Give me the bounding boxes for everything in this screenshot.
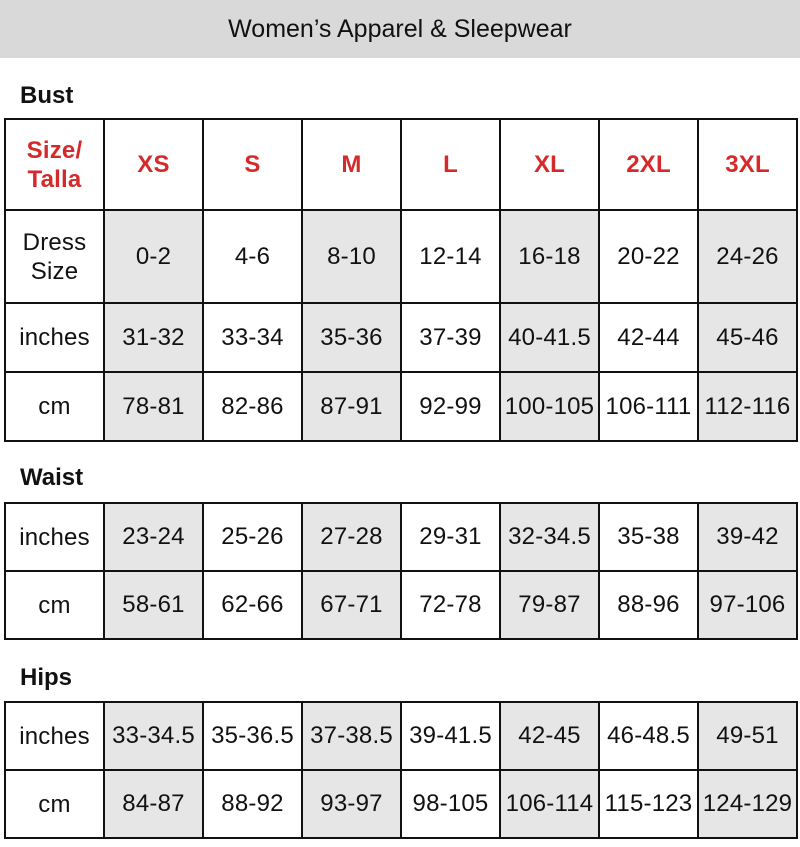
size-m: M bbox=[302, 119, 401, 210]
measurement-cell: 88-92 bbox=[203, 770, 302, 838]
hips-table bbox=[4, 701, 798, 839]
measurement-cell: 93-97 bbox=[302, 770, 401, 838]
measurement-cell: 97-106 bbox=[698, 571, 797, 639]
page-title: Women’s Apparel & Sleepwear bbox=[0, 0, 800, 58]
size-l: L bbox=[401, 119, 500, 210]
size-header-row bbox=[5, 119, 797, 210]
measurement-cell: 62-66 bbox=[203, 571, 302, 639]
bust-heading: Bust bbox=[20, 82, 74, 109]
measurement-cell: 39-42 bbox=[698, 503, 797, 571]
hips-heading: Hips bbox=[20, 664, 73, 691]
table-row bbox=[5, 571, 797, 639]
row-label-line: inches bbox=[19, 722, 90, 750]
row-label bbox=[5, 770, 104, 838]
row-label-line: Dress bbox=[22, 228, 87, 256]
measurement-cell: 124-129 bbox=[698, 770, 797, 838]
measurement-cell: 87-91 bbox=[302, 372, 401, 441]
bust-table bbox=[4, 118, 798, 442]
row-label bbox=[5, 210, 104, 303]
row-label-line: inches bbox=[19, 523, 90, 551]
waist-table bbox=[4, 502, 798, 640]
measurement-cell: 106-114 bbox=[500, 770, 599, 838]
measurement-cell: 98-105 bbox=[401, 770, 500, 838]
size-xs: XS bbox=[104, 119, 203, 210]
measurement-cell: 32-34.5 bbox=[500, 503, 599, 571]
row-label-line: Size bbox=[30, 257, 79, 285]
row-label bbox=[5, 702, 104, 770]
size-label bbox=[5, 119, 104, 210]
measurement-cell: 82-86 bbox=[203, 372, 302, 441]
measurement-cell: 39-41.5 bbox=[401, 702, 500, 770]
waist-heading: Waist bbox=[20, 464, 84, 491]
measurement-cell: 92-99 bbox=[401, 372, 500, 441]
row-label-line: Size/ bbox=[26, 136, 83, 164]
measurement-cell: 16-18 bbox=[500, 210, 599, 303]
size-3xl: 3XL bbox=[698, 119, 797, 210]
table-row bbox=[5, 372, 797, 441]
measurement-cell: 112-116 bbox=[698, 372, 797, 441]
row-label bbox=[5, 303, 104, 372]
row-label-line: Talla bbox=[27, 165, 82, 193]
measurement-cell: 88-96 bbox=[599, 571, 698, 639]
measurement-cell: 72-78 bbox=[401, 571, 500, 639]
measurement-cell: 49-51 bbox=[698, 702, 797, 770]
measurement-cell: 4-6 bbox=[203, 210, 302, 303]
row-label bbox=[5, 503, 104, 571]
measurement-cell: 84-87 bbox=[104, 770, 203, 838]
measurement-cell: 58-61 bbox=[104, 571, 203, 639]
measurement-cell: 40-41.5 bbox=[500, 303, 599, 372]
measurement-cell: 8-10 bbox=[302, 210, 401, 303]
measurement-cell: 25-26 bbox=[203, 503, 302, 571]
table-row bbox=[5, 702, 797, 770]
measurement-cell: 46-48.5 bbox=[599, 702, 698, 770]
measurement-cell: 106-111 bbox=[599, 372, 698, 441]
measurement-cell: 37-38.5 bbox=[302, 702, 401, 770]
measurement-cell: 45-46 bbox=[698, 303, 797, 372]
measurement-cell: 35-36.5 bbox=[203, 702, 302, 770]
size-2xl: 2XL bbox=[599, 119, 698, 210]
measurement-cell: 67-71 bbox=[302, 571, 401, 639]
table-row bbox=[5, 770, 797, 838]
measurement-cell: 23-24 bbox=[104, 503, 203, 571]
measurement-cell: 33-34 bbox=[203, 303, 302, 372]
row-label-line: inches bbox=[19, 324, 90, 351]
row-label bbox=[5, 372, 104, 441]
measurement-cell: 29-31 bbox=[401, 503, 500, 571]
size-s: S bbox=[203, 119, 302, 210]
measurement-cell: 37-39 bbox=[401, 303, 500, 372]
measurement-cell: 12-14 bbox=[401, 210, 500, 303]
row-label bbox=[5, 571, 104, 639]
measurement-cell: 42-45 bbox=[500, 702, 599, 770]
measurement-cell: 79-87 bbox=[500, 571, 599, 639]
measurement-cell: 115-123 bbox=[599, 770, 698, 838]
measurement-cell: 24-26 bbox=[698, 210, 797, 303]
measurement-cell: 20-22 bbox=[599, 210, 698, 303]
measurement-cell: 42-44 bbox=[599, 303, 698, 372]
measurement-cell: 0-2 bbox=[104, 210, 203, 303]
table-row bbox=[5, 503, 797, 571]
measurement-cell: 33-34.5 bbox=[104, 702, 203, 770]
measurement-cell: 78-81 bbox=[104, 372, 203, 441]
measurement-cell: 100-105 bbox=[500, 372, 599, 441]
row-label-line: cm bbox=[38, 393, 71, 420]
measurement-cell: 27-28 bbox=[302, 503, 401, 571]
measurement-cell: 35-38 bbox=[599, 503, 698, 571]
size-xl: XL bbox=[500, 119, 599, 210]
row-label-line: cm bbox=[38, 591, 71, 619]
row-label-line: cm bbox=[38, 790, 71, 818]
measurement-cell: 35-36 bbox=[302, 303, 401, 372]
measurement-cell: 31-32 bbox=[104, 303, 203, 372]
table-row bbox=[5, 303, 797, 372]
table-row bbox=[5, 210, 797, 303]
